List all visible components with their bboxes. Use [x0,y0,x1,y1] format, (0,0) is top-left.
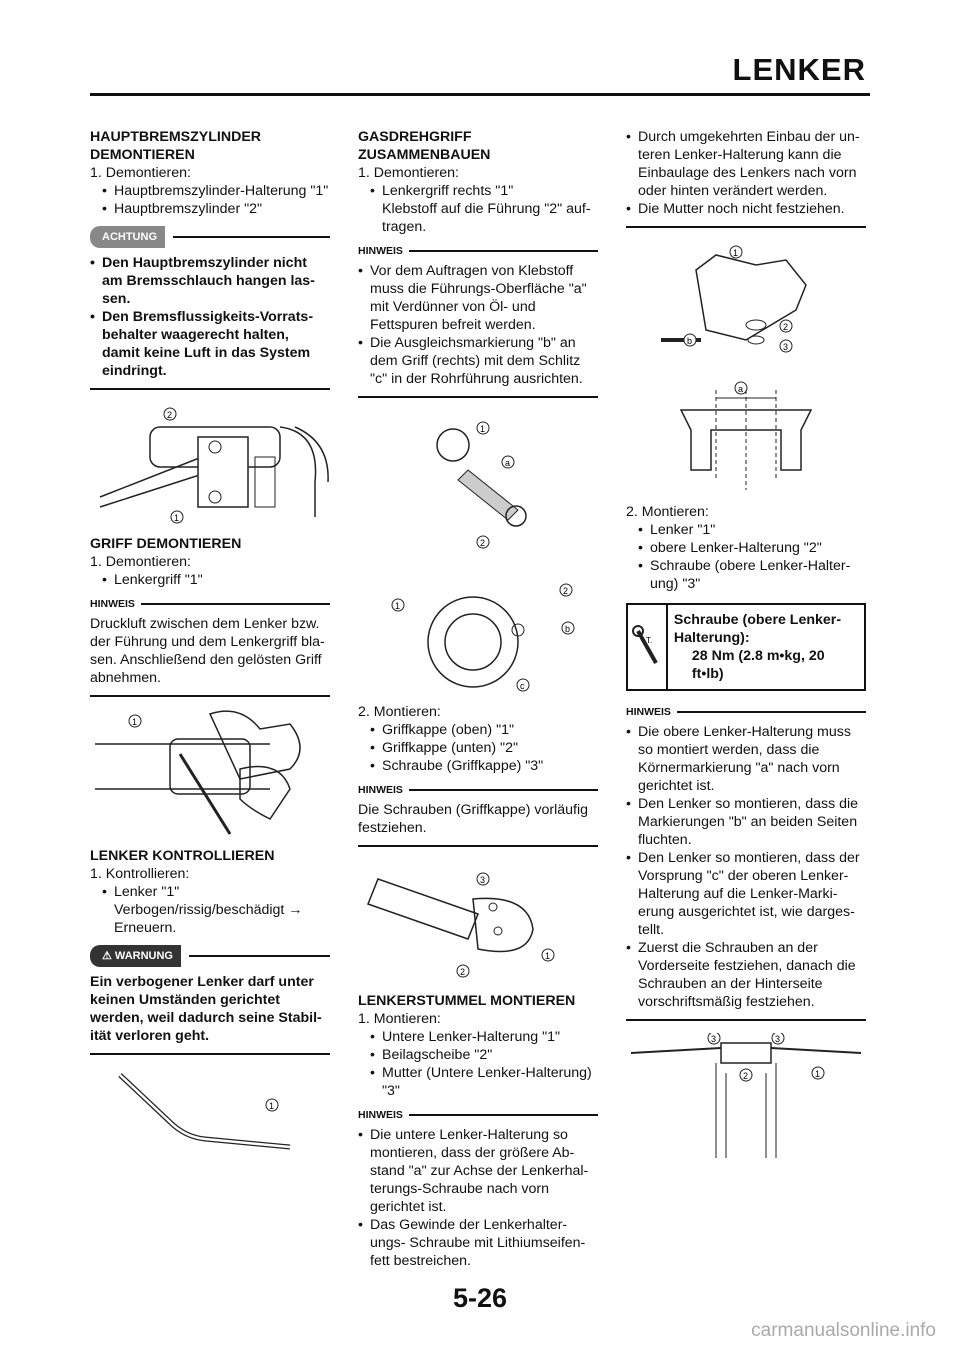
svg-text:1: 1 [132,717,138,727]
svg-text:a: a [738,384,744,394]
list-item: • Lenker "1" [638,521,866,539]
section-title: LENKER KONTROLLIEREN [90,848,275,864]
list-item: • Mutter (Untere Lenker-Halterung) "3" [370,1064,598,1100]
warning-badge: ⚠ WARNUNG [90,945,330,967]
spec-value: 28 Nm (2.8 m•kg, 20 ft•lb) [691,648,825,682]
svg-text:2: 2 [743,1071,749,1081]
divider [626,1019,866,1021]
lower-holder-illustration [626,240,866,495]
list-item: • Lenkergriff "1" [102,571,330,589]
step: 1. Demontieren: [90,554,191,570]
note-item: • Den Lenker so montieren, dass der Vorsprung "c" der oberen Lenker-Halterung auf die Lenker-Marki-erung ausgerichtet ist, wie darges-tellt. [626,849,866,939]
svg-text:1: 1 [815,1069,821,1079]
list-item: • Griffkappe (oben) "1" [370,721,598,739]
section-title: HAUPTBREMSZYLINDER DEMONTIEREN [90,129,262,163]
column-1 [90,128,330,1185]
note-header: HINWEIS [358,242,598,260]
svg-text:3: 3 [480,875,486,885]
grip-assembly-illustration [358,410,598,695]
divider [90,388,330,390]
step: 1. Kontrollieren: [90,866,190,882]
section-title: LENKERSTUMMEL MONTIEREN [358,993,576,1009]
column-2 [358,128,598,1270]
svg-text:T.: T. [645,636,653,645]
note-text: Die Schrauben (Griffkappe) vorläufig festziehen. [358,802,589,836]
note-header: HINWEIS [626,703,866,721]
svg-text:1: 1 [733,248,739,258]
step: 2. Montieren: [358,704,441,720]
note-item: • Den Lenker so montieren, dass die Markierungen "b" an beiden Seiten fluchten. [626,795,866,849]
step: 1. Montieren: [358,1011,441,1027]
step: 1. Demontieren: [90,165,191,181]
page-number: 5-26 [452,1283,508,1313]
list-item: • Schraube (obere Lenker-Halter-ung) "3" [638,557,866,593]
note-header: HINWEIS [90,595,330,613]
svg-text:1: 1 [269,1101,275,1111]
note-text: Druckluft zwischen dem Lenker bzw. der Führung und dem Lenkergriff bla-sen. Anschließend den gelösten Griff abnehmen. [90,616,325,686]
list-item: • Untere Lenker-Halterung "1" [370,1028,598,1046]
column-3 [626,128,866,1166]
svg-text:2: 2 [563,586,569,596]
svg-text:1: 1 [174,513,180,523]
section-title: GRIFF DEMONTIEREN [90,536,242,552]
step: 1. Demontieren: [358,165,459,181]
note-item: • Zuerst die Schrauben an der Vorderseite festziehen, danach die Schrauben an der Hinterseite vorschriftsmäßig festziehen. [626,939,866,1011]
svg-text:b: b [687,336,693,346]
list-item: • Beilagscheibe "2" [370,1046,598,1064]
torque-spec-box [626,603,866,691]
svg-text:1: 1 [545,951,551,961]
spec-title: Schraube (obere Lenker-Halterung): [673,612,842,646]
list-item: • Die Mutter noch nicht festziehen. [626,200,866,218]
note-item: • Das Gewinde der Lenkerhalter-ungs- Schraube mit Lithiumseifen-fett bestreichen. [358,1216,598,1270]
page-title: LENKER [732,52,866,87]
svg-text:3: 3 [775,1034,781,1044]
svg-text:2: 2 [167,410,173,420]
handlebar-illustration [90,1067,330,1177]
note-item: • Die untere Lenker-Halterung so montieren, dass der größere Ab-stand "a" zur Achse der Lenkerhal-terungs-Schraube nach vorn gerichtet ist. [358,1126,598,1216]
note-header: HINWEIS [358,781,598,799]
list-item: • obere Lenker-Halterung "2" [638,539,866,557]
list-detail: Erneuern. [114,920,177,936]
svg-text:b: b [565,624,571,634]
list-item: • Durch umgekehrten Einbau der un-teren Lenker-Halterung kann die Einbaulage des Lenkers nach vorn oder hinten verändert werden. [626,128,866,200]
caution-text: • Den Hauptbremszylinder nicht am Bremsschlauch hangen las-sen. • Den Bremsflussigkeits-Vorrats-behalter waagerecht halten, damit keine Luft in das System eindringt. [90,254,330,380]
grip-cap-illustration [358,859,598,984]
divider [90,695,330,697]
wrench-icon [628,605,668,689]
grip-removal-illustration [90,709,330,839]
note-item: • Vor dem Auftragen von Klebstoff muss die Führungs-Oberfläche "a" mit Verdünner von Öl- und Fettspuren befreit werden. [358,262,598,334]
list-item: • Schraube (Griffkappe) "3" [370,757,598,775]
list-item: • Griffkappe (unten) "2" [370,739,598,757]
watermark: carmanualsonline.info [751,1320,936,1341]
step: 2. Montieren: [626,504,709,520]
svg-text:2: 2 [480,538,486,548]
svg-text:c: c [520,681,525,691]
header-rule [90,93,870,96]
note-header: HINWEIS [358,1106,598,1124]
list-item: • Hauptbremszylinder "2" [102,200,330,218]
note-item: • Die Ausgleichsmarkierung "b" an dem Griff (rechts) mit dem Schlitz "c" in der Rohrführung ausrichten. [358,334,598,388]
list-detail: Klebstoff auf die Führung "2" auf-tragen. [382,201,591,235]
svg-text:a: a [505,458,511,468]
list-detail: Verbogen/rissig/beschädigt → [114,902,303,918]
divider [626,226,866,228]
svg-text:3: 3 [783,342,789,352]
list-item: • Lenkergriff rechts "1" [370,182,598,200]
divider [358,845,598,847]
master-cylinder-illustration [90,402,330,527]
divider [358,396,598,398]
svg-text:3: 3 [711,1034,717,1044]
svg-text:2: 2 [783,322,789,332]
divider [90,1053,330,1055]
svg-text:2: 2 [460,967,466,977]
svg-text:1: 1 [480,424,486,434]
svg-text:1: 1 [395,601,401,611]
section-title: GASDREHGRIFF ZUSAMMENBAUEN [358,129,491,163]
list-item: • Hauptbremszylinder-Halterung "1" [102,182,330,200]
warning-text: Ein verbogener Lenker darf unter keinen Umständen gerichtet werden, weil dadurch seine Stabil-ität verloren geht. [90,974,322,1044]
note-item: • Die obere Lenker-Halterung muss so montiert werden, dass die Körnermarkierung "a" nach vorn gerichtet ist. [626,723,866,795]
handlebar-mount-illustration [626,1033,866,1158]
list-item: • Lenker "1" [102,883,330,901]
caution-badge: ACHTUNG [90,226,330,248]
